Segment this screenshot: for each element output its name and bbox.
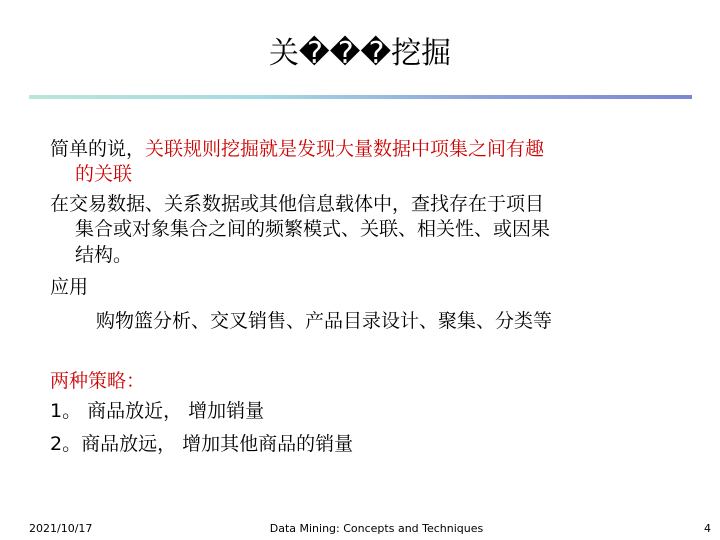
- applications-list: 购物篮分析、交叉销售、产品目录设计、聚集、分类等: [96, 310, 553, 332]
- applications-heading: 应用: [50, 276, 89, 298]
- intro-highlight: 关联规则挖掘就是发现大量数据中项集之间有趣: [145, 138, 545, 160]
- footer-date: 2021/10/17: [29, 522, 93, 535]
- paragraph-2-line-2: 集合或对象集合之间的频繁模式、关联、相关性、或因果: [75, 218, 551, 240]
- slide-title: 关���挖掘: [268, 36, 452, 71]
- title-divider: [29, 95, 692, 99]
- paragraph-2-line-3: 结构。: [75, 244, 133, 266]
- footer-page-number: 4: [704, 522, 711, 535]
- strategy-1: 1。 商品放近， 增加销量: [50, 400, 265, 422]
- footer-title: Data Mining: Concepts and Techniques: [269, 522, 484, 535]
- intro-line-2: 的关联: [75, 163, 133, 185]
- strategies-heading: 两种策略：: [50, 370, 146, 392]
- paragraph-2-line-1: 在交易数据、关系数据或其他信息载体中，查找存在于项目: [50, 193, 545, 215]
- strategy-2: 2。商品放远， 增加其他商品的销量: [50, 433, 354, 455]
- intro-prefix: 简单的说，: [50, 138, 146, 160]
- intro-line-1: [50, 137, 544, 162]
